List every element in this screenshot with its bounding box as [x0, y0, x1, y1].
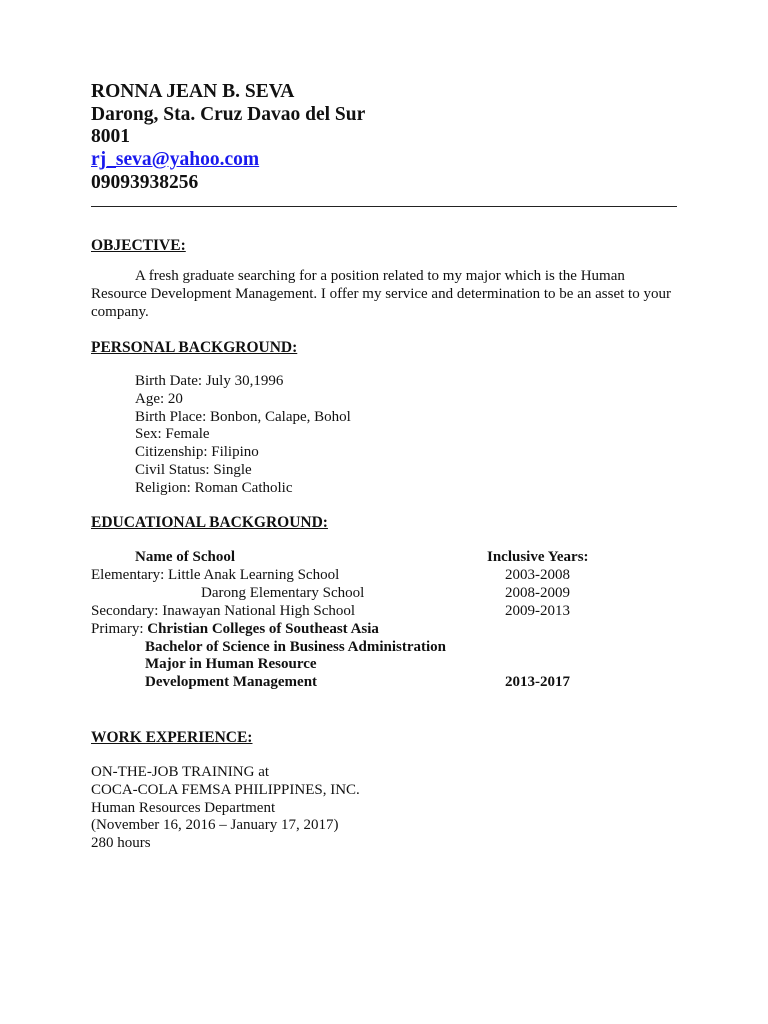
citizenship: Citizenship: Filipino: [135, 444, 259, 461]
religion: Religion: Roman Catholic: [135, 479, 293, 496]
birth-date: Birth Date: July 30,1996: [135, 373, 284, 389]
primary-school: Christian Colleges of Southeast Asia: [147, 621, 379, 637]
header-divider: [91, 206, 677, 207]
school-column-header: Name of School: [135, 549, 235, 565]
work-line: (November 16, 2016 – January 17, 2017): [91, 817, 339, 834]
work-details: [91, 764, 360, 853]
personal-list: [135, 373, 351, 498]
primary-years: 2013-2017: [505, 674, 570, 690]
resume-name: RONNA JEAN B. SEVA: [91, 81, 295, 102]
personal-heading: PERSONAL BACKGROUND:: [91, 339, 298, 356]
work-line: Human Resources Department: [91, 799, 276, 816]
work-line: 280 hours: [91, 835, 151, 852]
secondary-school: Secondary: Inawayan National High School: [91, 603, 356, 619]
civil-status: Civil Status: Single: [135, 461, 252, 478]
address-line: Darong, Sta. Cruz Davao del Sur: [91, 104, 366, 125]
email-link[interactable]: rj_seva@yahoo.com: [91, 149, 260, 170]
sex: Sex: Female: [135, 426, 210, 443]
major-line-1: Major in Human Resource: [145, 656, 317, 672]
secondary-years: 2009-2013: [505, 603, 570, 619]
work-line: COCA-COLA FEMSA PHILIPPINES, INC.: [91, 781, 360, 798]
elementary-years-2: 2008-2009: [505, 585, 570, 601]
objective-heading: OBJECTIVE:: [91, 237, 186, 254]
major-line-2: Development Management: [145, 674, 318, 690]
objective-text: [91, 268, 681, 321]
elementary-years: 2003-2008: [505, 567, 570, 583]
postal-code: 8001: [91, 126, 130, 147]
education-heading: EDUCATIONAL BACKGROUND:: [91, 514, 328, 531]
phone-number: 09093938256: [91, 172, 199, 193]
age: Age: 20: [135, 390, 183, 407]
work-heading: WORK EXPERIENCE:: [91, 729, 253, 746]
primary-label: Primary:: [91, 621, 144, 637]
birth-place: Birth Place: Bonbon, Calape, Bohol: [135, 408, 351, 425]
primary-row: [91, 621, 379, 639]
years-column-header: Inclusive Years:: [487, 549, 589, 565]
objective-paragraph: A fresh graduate searching for a position related to my major which is the Human Resource Development Management. I offer my service and determination to be an asset to your company.: [91, 268, 671, 320]
degree: Bachelor of Science in Business Administration: [145, 639, 446, 655]
elementary-school: Elementary: Little Anak Learning School: [91, 567, 340, 583]
elementary-school-2: Darong Elementary School: [201, 585, 365, 601]
work-line: ON-THE-JOB TRAINING at: [91, 764, 270, 780]
